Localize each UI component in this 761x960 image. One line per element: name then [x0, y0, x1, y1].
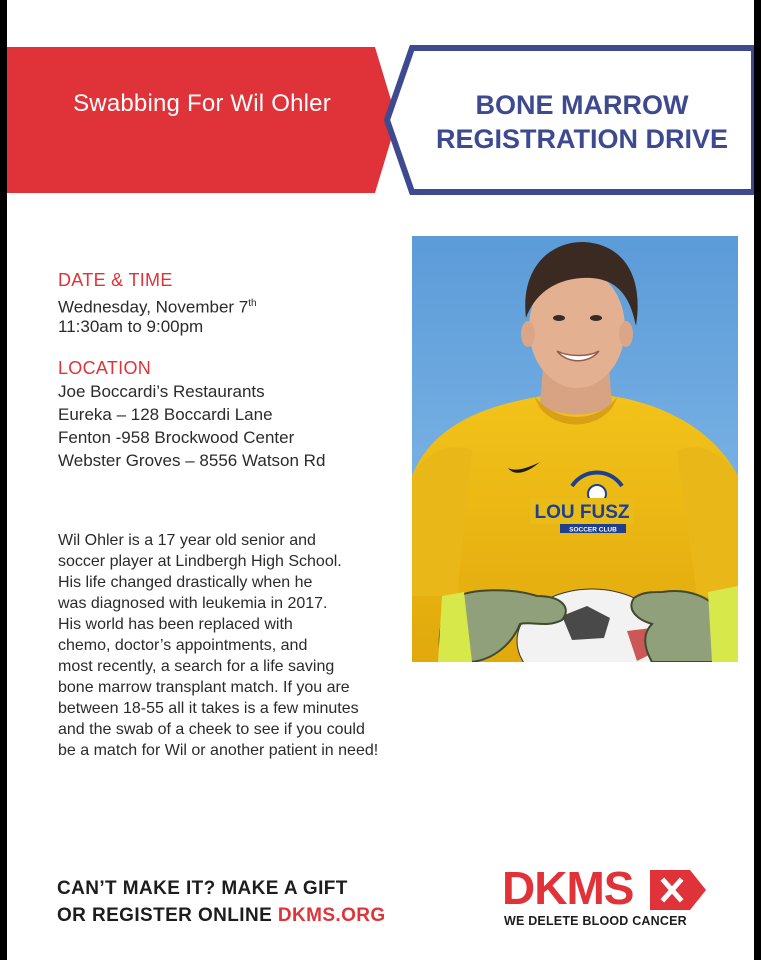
- banner-right-line1: BONE MARROW: [475, 90, 689, 120]
- location-line: Joe Boccardi’s Restaurants: [58, 382, 265, 401]
- right-ear: [619, 321, 633, 347]
- cta-line2: [57, 902, 386, 929]
- date-time-label: DATE & TIME: [58, 270, 173, 290]
- story-line: be a match for Wil or another patient in need!: [58, 742, 379, 759]
- call-to-action: [57, 875, 386, 929]
- banner-right-title: [417, 88, 747, 156]
- cta-line1: CAN’T MAKE IT? MAKE A GIFT: [57, 878, 348, 899]
- date-text: Wednesday, November 7: [58, 297, 249, 317]
- story-line: chemo, doctor’s appointments, and: [58, 637, 308, 654]
- right-eye: [590, 315, 602, 321]
- delete-key-icon: [650, 870, 706, 910]
- jersey-text: LOU FUSZ: [534, 502, 630, 523]
- dkms-link[interactable]: DKMS.ORG: [277, 905, 386, 926]
- story-line: between 18-55 all it takes is a few minutes: [58, 700, 359, 717]
- cta-line2-text: OR REGISTER ONLINE: [57, 905, 278, 926]
- story-line: His world has been replaced with: [58, 616, 293, 633]
- story-line: most recently, a search for a life saving: [58, 658, 335, 675]
- player-photo: [412, 236, 738, 662]
- right-glove-cuff: [708, 586, 738, 662]
- story-text: [58, 530, 458, 761]
- story-line: soccer player at Lindbergh High School.: [58, 553, 342, 570]
- player-illustration: [412, 236, 738, 662]
- story-line: and the swab of a cheek to see if you could: [58, 721, 365, 738]
- location-line: Eureka – 128 Boccardi Lane: [58, 405, 273, 424]
- left-ear: [521, 321, 535, 347]
- location-line: Webster Groves – 8556 Watson Rd: [58, 451, 326, 470]
- red-banner-shape: [7, 47, 397, 193]
- story-line: bone marrow transplant match. If you are: [58, 679, 350, 696]
- story-line: Wil Ohler is a 17 year old senior and: [58, 532, 316, 549]
- logo-tagline: WE DELETE BLOOD CANCER: [504, 914, 687, 928]
- banner-right-line2: REGISTRATION DRIVE: [435, 124, 729, 154]
- time-line: 11:30am to 9:00pm: [58, 317, 204, 336]
- location-list: [58, 380, 325, 472]
- banner-left-title: Swabbing For Wil Ohler: [73, 90, 331, 117]
- left-eye: [553, 315, 565, 321]
- location-line: Fenton -958 Brockwood Center: [58, 428, 295, 447]
- flyer-page: [7, 0, 754, 960]
- location-label: LOCATION: [58, 358, 152, 378]
- story-line: His life changed drastically when he: [58, 574, 313, 591]
- story-line: was diagnosed with leukemia in 2017.: [58, 595, 328, 612]
- dkms-logo: [502, 862, 712, 934]
- jersey-subtext: SOCCER CLUB: [569, 526, 617, 534]
- date-suffix: th: [248, 298, 257, 309]
- logo-word: DKMS: [502, 862, 634, 914]
